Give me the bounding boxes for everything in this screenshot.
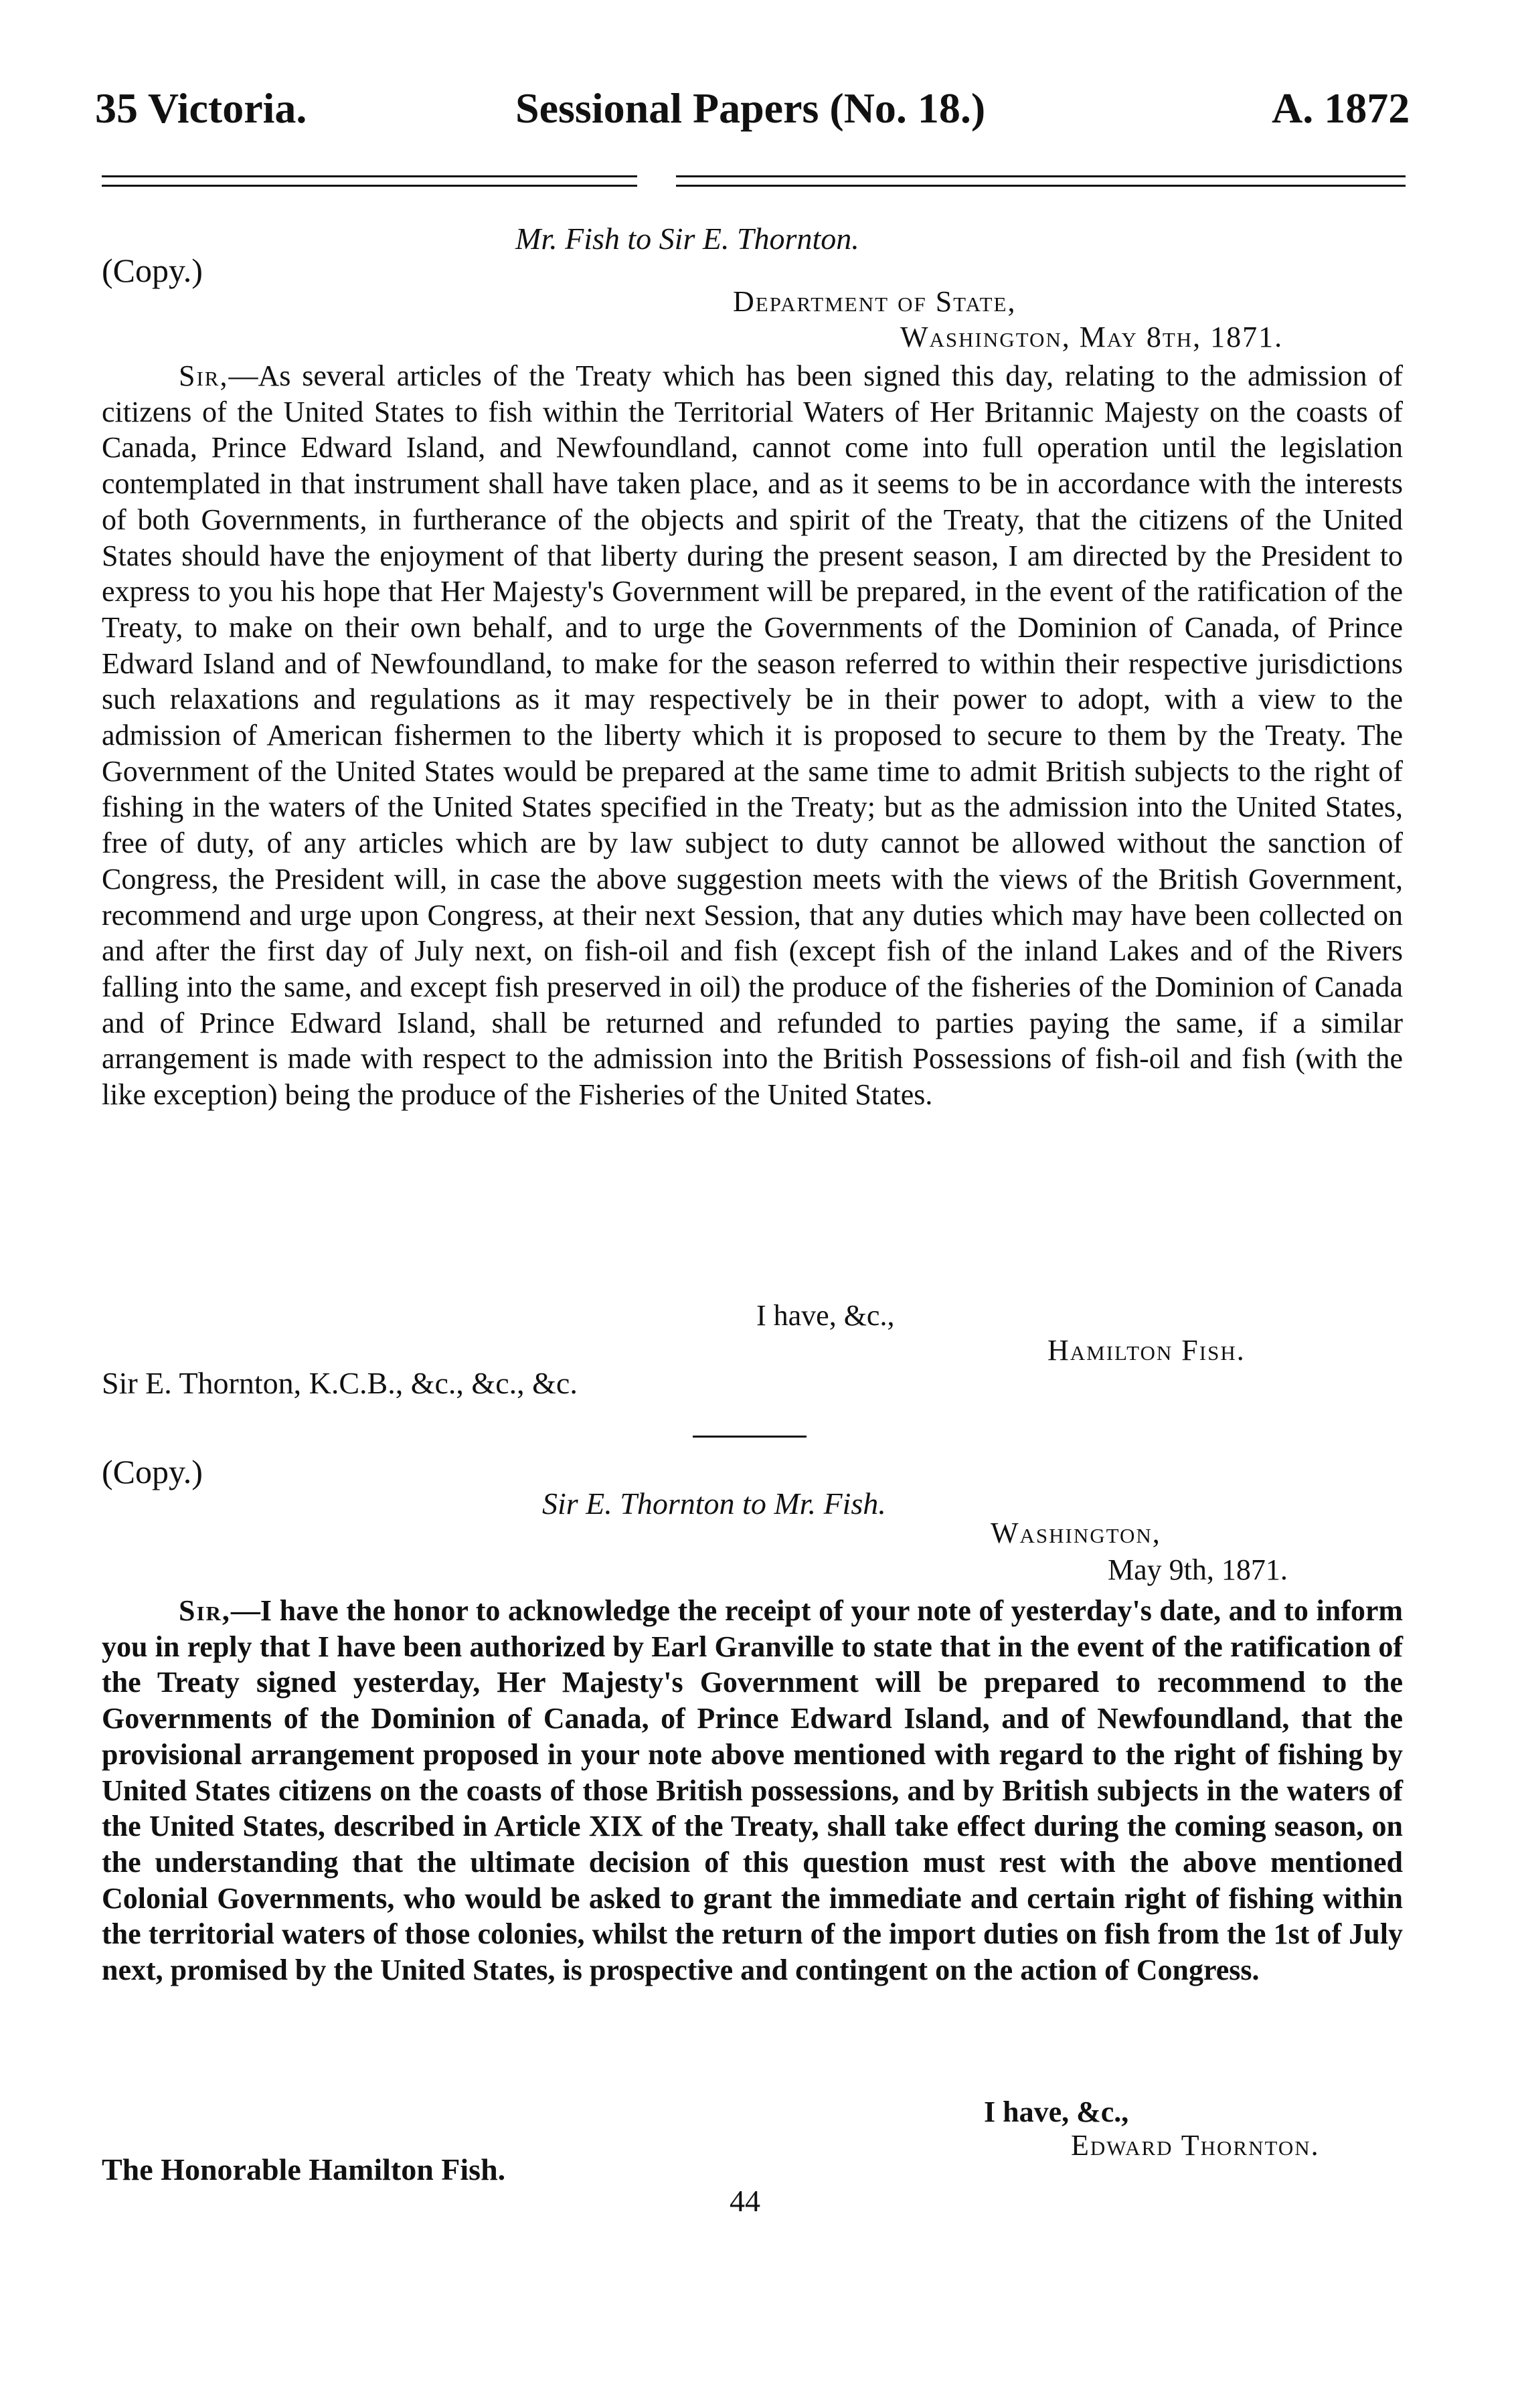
letter-2-salutation: Sir, (179, 1594, 231, 1627)
letter-2-date: May 9th, 1871. (1108, 1553, 1288, 1586)
letter-2-place: Washington, (991, 1517, 1161, 1549)
letter-1-closing: I have, &c., (756, 1299, 895, 1332)
letter-1-place-date (900, 320, 1283, 354)
letter-1-department: Department of State, (733, 285, 1017, 318)
copy-label-1: (Copy.) (102, 252, 203, 289)
letter-1-body (102, 358, 1403, 1113)
letter-2-closing: I have, &c., (984, 2095, 1129, 2128)
letter-1-salutation: Sir, (179, 359, 229, 392)
letter-2-body-text: —I have the honor to acknowledge the receipt of your note of yesterday's date, and to inform you in reply that I have been authorized by Earl Granville to state that in the event of the ratification of the Treaty signed yesterday, Her Majesty's Government will be prepared to recommend to the Governments of the Dominion of Canada, of Prince Edward Island, and of Newfoundland, that the provisional arrangement proposed in your note above mentioned with regard to the right of fishing by United States citizens on the coasts of those British possessions, and by British subjects in the waters of the United States, described in Article XIX of the Treaty, shall take effect during the coming season, on the understanding that the ultimate decision of this question must rest with the above mentioned Colonial Governments, who would be asked to grant the immediate and certain right of fishing within the territorial waters of those colonies, whilst the return of the import duties on fish from the 1st of July next, promised by the United States, is prospective and contingent on the action of Congress. (102, 1594, 1403, 1987)
header-session: 35 Victoria. (95, 84, 307, 132)
letter-separator (693, 1436, 807, 1438)
letter-1-signature: Hamilton Fish. (1047, 1334, 1246, 1367)
letter-1-body-text: —As several articles of the Treaty which has been signed this day, relating to the admission of citizens of the United States to fish within the Territorial Waters of Her Britannic Majesty on the coasts of Canada, Prince Edward Island, and Newfoundland, cannot come into full operation until the legislation contemplated in that instrument shall have taken place, and as it seems to be in accordance with the interests of both Governments, in furtherance of the objects and spirit of the Treaty, that the citizens of the United States should have the enjoyment of that liberty during the present season, I am directed by the President to express to you his hope that Her Majesty's Government will be prepared, in the event of the ratification of the Treaty, to make on their own behalf, and to urge the Governments of the Dominion of Canada, of Prince Edward Island and of Newfoundland, to make for the season referred to within their respective jurisdictions such relaxations and regulations as it may respectively be in their power to adopt, with a view to the admission of American fishermen to the liberty which it is proposed to secure to them by the Treaty. The Government of the United States would be prepared at the same time to admit British subjects to the right of fishing in the waters of the United States specified in the Treaty; but as the admission into the United States, free of duty, of any articles which are by law subject to duty cannot be allowed without the sanction of Congress, the President will, in case the above suggestion meets with the views of the British Government, recommend and urge upon Congress, at their next Session, that any duties which may have been collected on and after the first day of July next, on fish-oil and fish (except fish of the inland Lakes and of the Rivers falling into the same, and except fish preserved in oil) the produce of the fisheries of the Dominion of Canada and of Prince Edward Island, shall be returned and refunded to parties paying the same, if a similar arrangement is made with respect to the admission into the British Possessions of fish-oil and fish (with the like exception) being the produce of the Fisheries of the United States. (102, 359, 1403, 1112)
letter-2-body (102, 1593, 1403, 1988)
header-title: Sessional Papers (No. 18.) (515, 84, 986, 132)
letter-2-signature: Edward Thornton. (1071, 2129, 1320, 2162)
letter-1-place-date-text: Washington, May 8th, 1871. (900, 321, 1284, 353)
page-number: 44 (730, 2184, 760, 2218)
letter-2-title: Sir E. Thornton to Mr. Fish. (542, 1486, 886, 1521)
copy-label-2: (Copy.) (102, 1453, 203, 1490)
letter-1-title: Mr. Fish to Sir E. Thornton. (515, 222, 859, 256)
header-year: A. 1872 (1272, 84, 1410, 132)
letter-2-addressee: The Honorable Hamilton Fish. (102, 2152, 506, 2186)
letter-1-addressee: Sir E. Thornton, K.C.B., &c., &c., &c. (102, 1366, 578, 1400)
